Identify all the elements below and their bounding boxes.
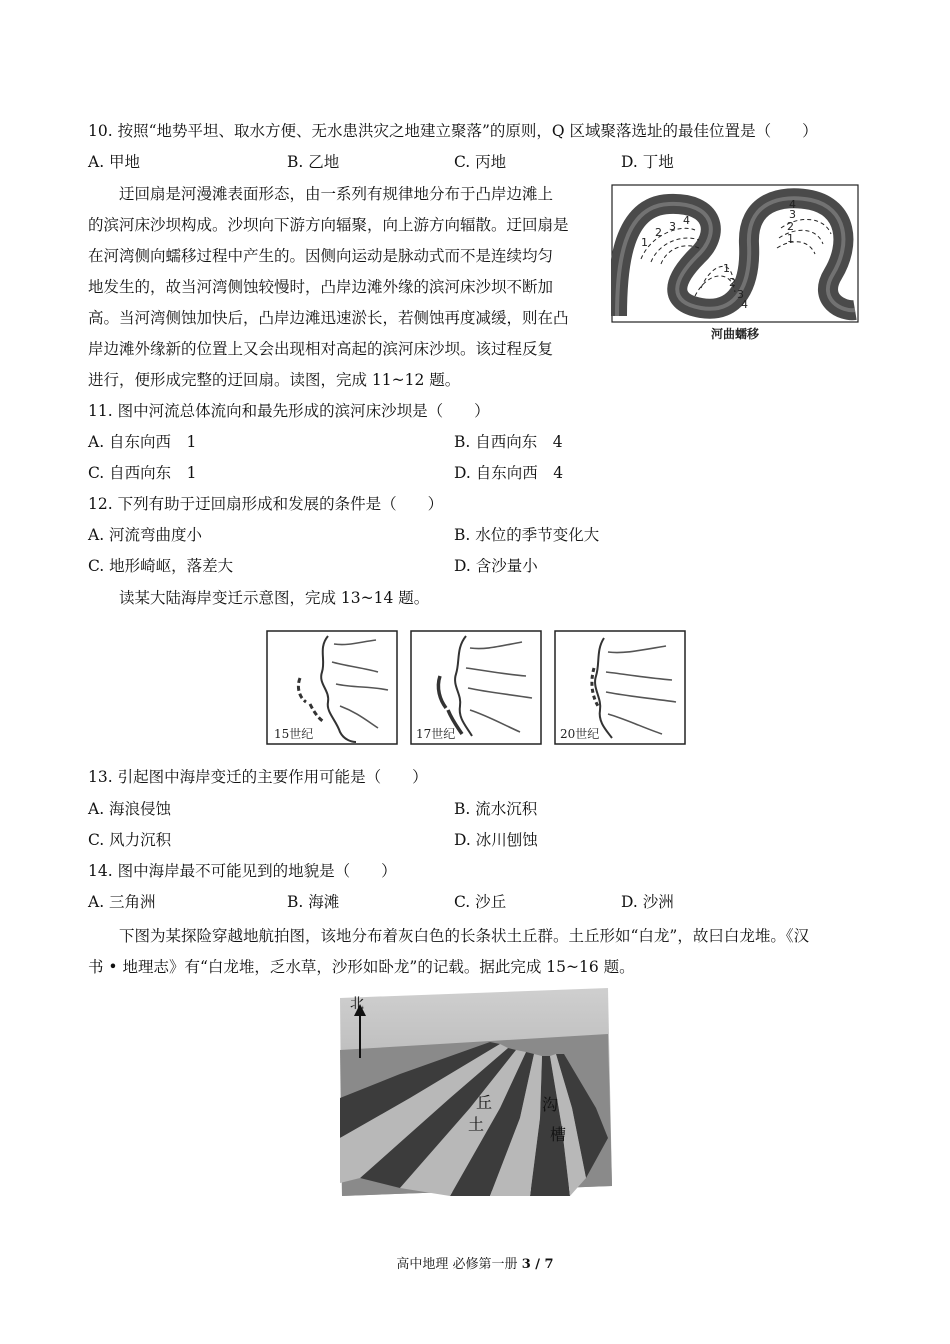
coast-panel-15 — [267, 631, 397, 744]
aerial-photo-image — [340, 988, 612, 1196]
q10-stem: 10. 按照“地势平坦、取水方便、无水患洪灾之地建立聚落”的原则，Q 区域聚落选址的最佳位置是（ ） — [88, 122, 818, 140]
aerial-photo — [340, 988, 612, 1196]
mound-label-1: 丘 — [476, 1093, 493, 1112]
q10-option-d: D. 丁地 — [621, 153, 674, 171]
q12-option-c: C. 地形崎岖，落差大 — [88, 557, 234, 575]
bar-label-4-right: 4 — [789, 198, 796, 211]
passage-bailongdui — [88, 921, 868, 983]
passage1-line-1: 迂回扇是河漫滩表面形态，由一系列有规律地分布于凸岸边滩上 — [119, 185, 554, 203]
q11-option-d: D. 自东向西 4 — [454, 464, 564, 482]
q13-stem: 13. 引起图中海岸变迁的主要作用可能是（ ） — [88, 768, 428, 786]
q13-option-a: A. 海浪侵蚀 — [88, 800, 172, 818]
north-arrow-label: 北 — [350, 996, 364, 1012]
panel-label-20: 20世纪 — [560, 727, 600, 741]
meander-diagram — [611, 184, 859, 344]
page-footer — [0, 1253, 950, 1272]
q13-option-d: D. 冰川刨蚀 — [454, 831, 538, 849]
q14-stem: 14. 图中海岸最不可能见到的地貌是（ ） — [88, 862, 397, 880]
passage1-line-4: 地发生的，故当河湾侧蚀较慢时，凸岸边滩外缘的滨河床沙坝不断加 — [88, 278, 554, 296]
bar-label-2-center: 2 — [729, 276, 736, 289]
q11-stem: 11. 图中河流总体流向和最先形成的滨河床沙坝是（ ） — [88, 402, 490, 420]
q12-option-a: A. 河流弯曲度小 — [88, 526, 203, 544]
q14-option-a: A. 三角洲 — [88, 893, 156, 911]
bar-label-1-right: 1 — [787, 232, 794, 245]
passage1-line-3: 在河湾侧向蠕移过程中产生的。因侧向运动是脉动式而不是连续均匀 — [88, 247, 554, 265]
q12-stem: 12. 下列有助于迂回扇形成和发展的条件是（ ） — [88, 495, 444, 513]
bar-label-3-left: 3 — [669, 220, 676, 233]
coastline-figure — [266, 628, 686, 748]
trench-label-2: 槽 — [550, 1125, 567, 1144]
bar-label-1-center: 1 — [723, 262, 730, 275]
q14-option-d: D. 沙洲 — [621, 893, 674, 911]
passage2-line-1: 下图为某探险穿越地航拍图，该地分布着灰白色的长条状土丘群。土丘形如“白龙”，故曰白龙堆。《汉 — [119, 927, 810, 945]
bar-label-2-left: 2 — [655, 226, 662, 239]
q10-option-a: A. 甲地 — [88, 153, 141, 171]
meander-figure — [611, 184, 859, 344]
passage2-line-2: 书 • 地理志》有“白龙堆，乏水草，沙形如卧龙”的记载。据此完成 15~16 题。 — [88, 958, 635, 976]
bar-label-3-center: 3 — [737, 288, 744, 301]
panel-label-15: 15世纪 — [274, 727, 314, 741]
passage1-line-7: 进行，便形成完整的迂回扇。读图，完成 11~12 题。 — [88, 371, 461, 389]
q11-option-a: A. 自东向西 1 — [88, 433, 197, 451]
q10-option-b: B. 乙地 — [287, 153, 340, 171]
footer-text: 高中地理 必修第一册 — [396, 1257, 522, 1272]
q14-option-b: B. 海滩 — [287, 893, 340, 911]
mound-label-2: 土 — [468, 1115, 485, 1134]
passage1-line-6: 岸边滩外缘新的位置上又会出现相对高起的滨河床沙坝。该过程反复 — [88, 340, 554, 358]
passage-meander — [88, 179, 608, 396]
bar-label-1-left: 1 — [641, 236, 648, 249]
bar-label-3-right: 3 — [789, 208, 796, 221]
q11-option-c: C. 自西向东 1 — [88, 464, 197, 482]
q13-option-c: C. 风力沉积 — [88, 831, 172, 849]
trench-label-1: 沟 — [542, 1095, 559, 1114]
bar-label-4-center: 4 — [741, 298, 748, 311]
panel-label-17: 17世纪 — [416, 727, 456, 741]
coast-panel-20 — [555, 631, 685, 744]
q12-option-d: D. 含沙量小 — [454, 557, 538, 575]
passage1-line-2: 的滨河床沙坝构成。沙坝向下游方向辐聚，向上游方向辐散。迂回扇是 — [88, 216, 569, 234]
bar-label-2-right: 2 — [787, 220, 794, 233]
coastline-diagram — [266, 628, 686, 748]
q14-option-c: C. 沙丘 — [454, 893, 507, 911]
passage1-line-5: 高。当河湾侧蚀加快后，凸岸边滩迅速淤长，若侧蚀再度减缓，则在凸 — [88, 309, 569, 327]
bar-label-4-left: 4 — [683, 214, 690, 227]
q10-option-c: C. 丙地 — [454, 153, 507, 171]
meander-caption: 河曲蠕移 — [710, 327, 760, 341]
page-number: 3 / 7 — [521, 1257, 554, 1272]
q12-option-b: B. 水位的季节变化大 — [454, 526, 600, 544]
coast-panel-17 — [411, 631, 541, 744]
q11-option-b: B. 自西向东 4 — [454, 433, 563, 451]
q13-option-b: B. 流水沉积 — [454, 800, 538, 818]
coast-intro: 读某大陆海岸变迁示意图，完成 13~14 题。 — [119, 589, 430, 607]
